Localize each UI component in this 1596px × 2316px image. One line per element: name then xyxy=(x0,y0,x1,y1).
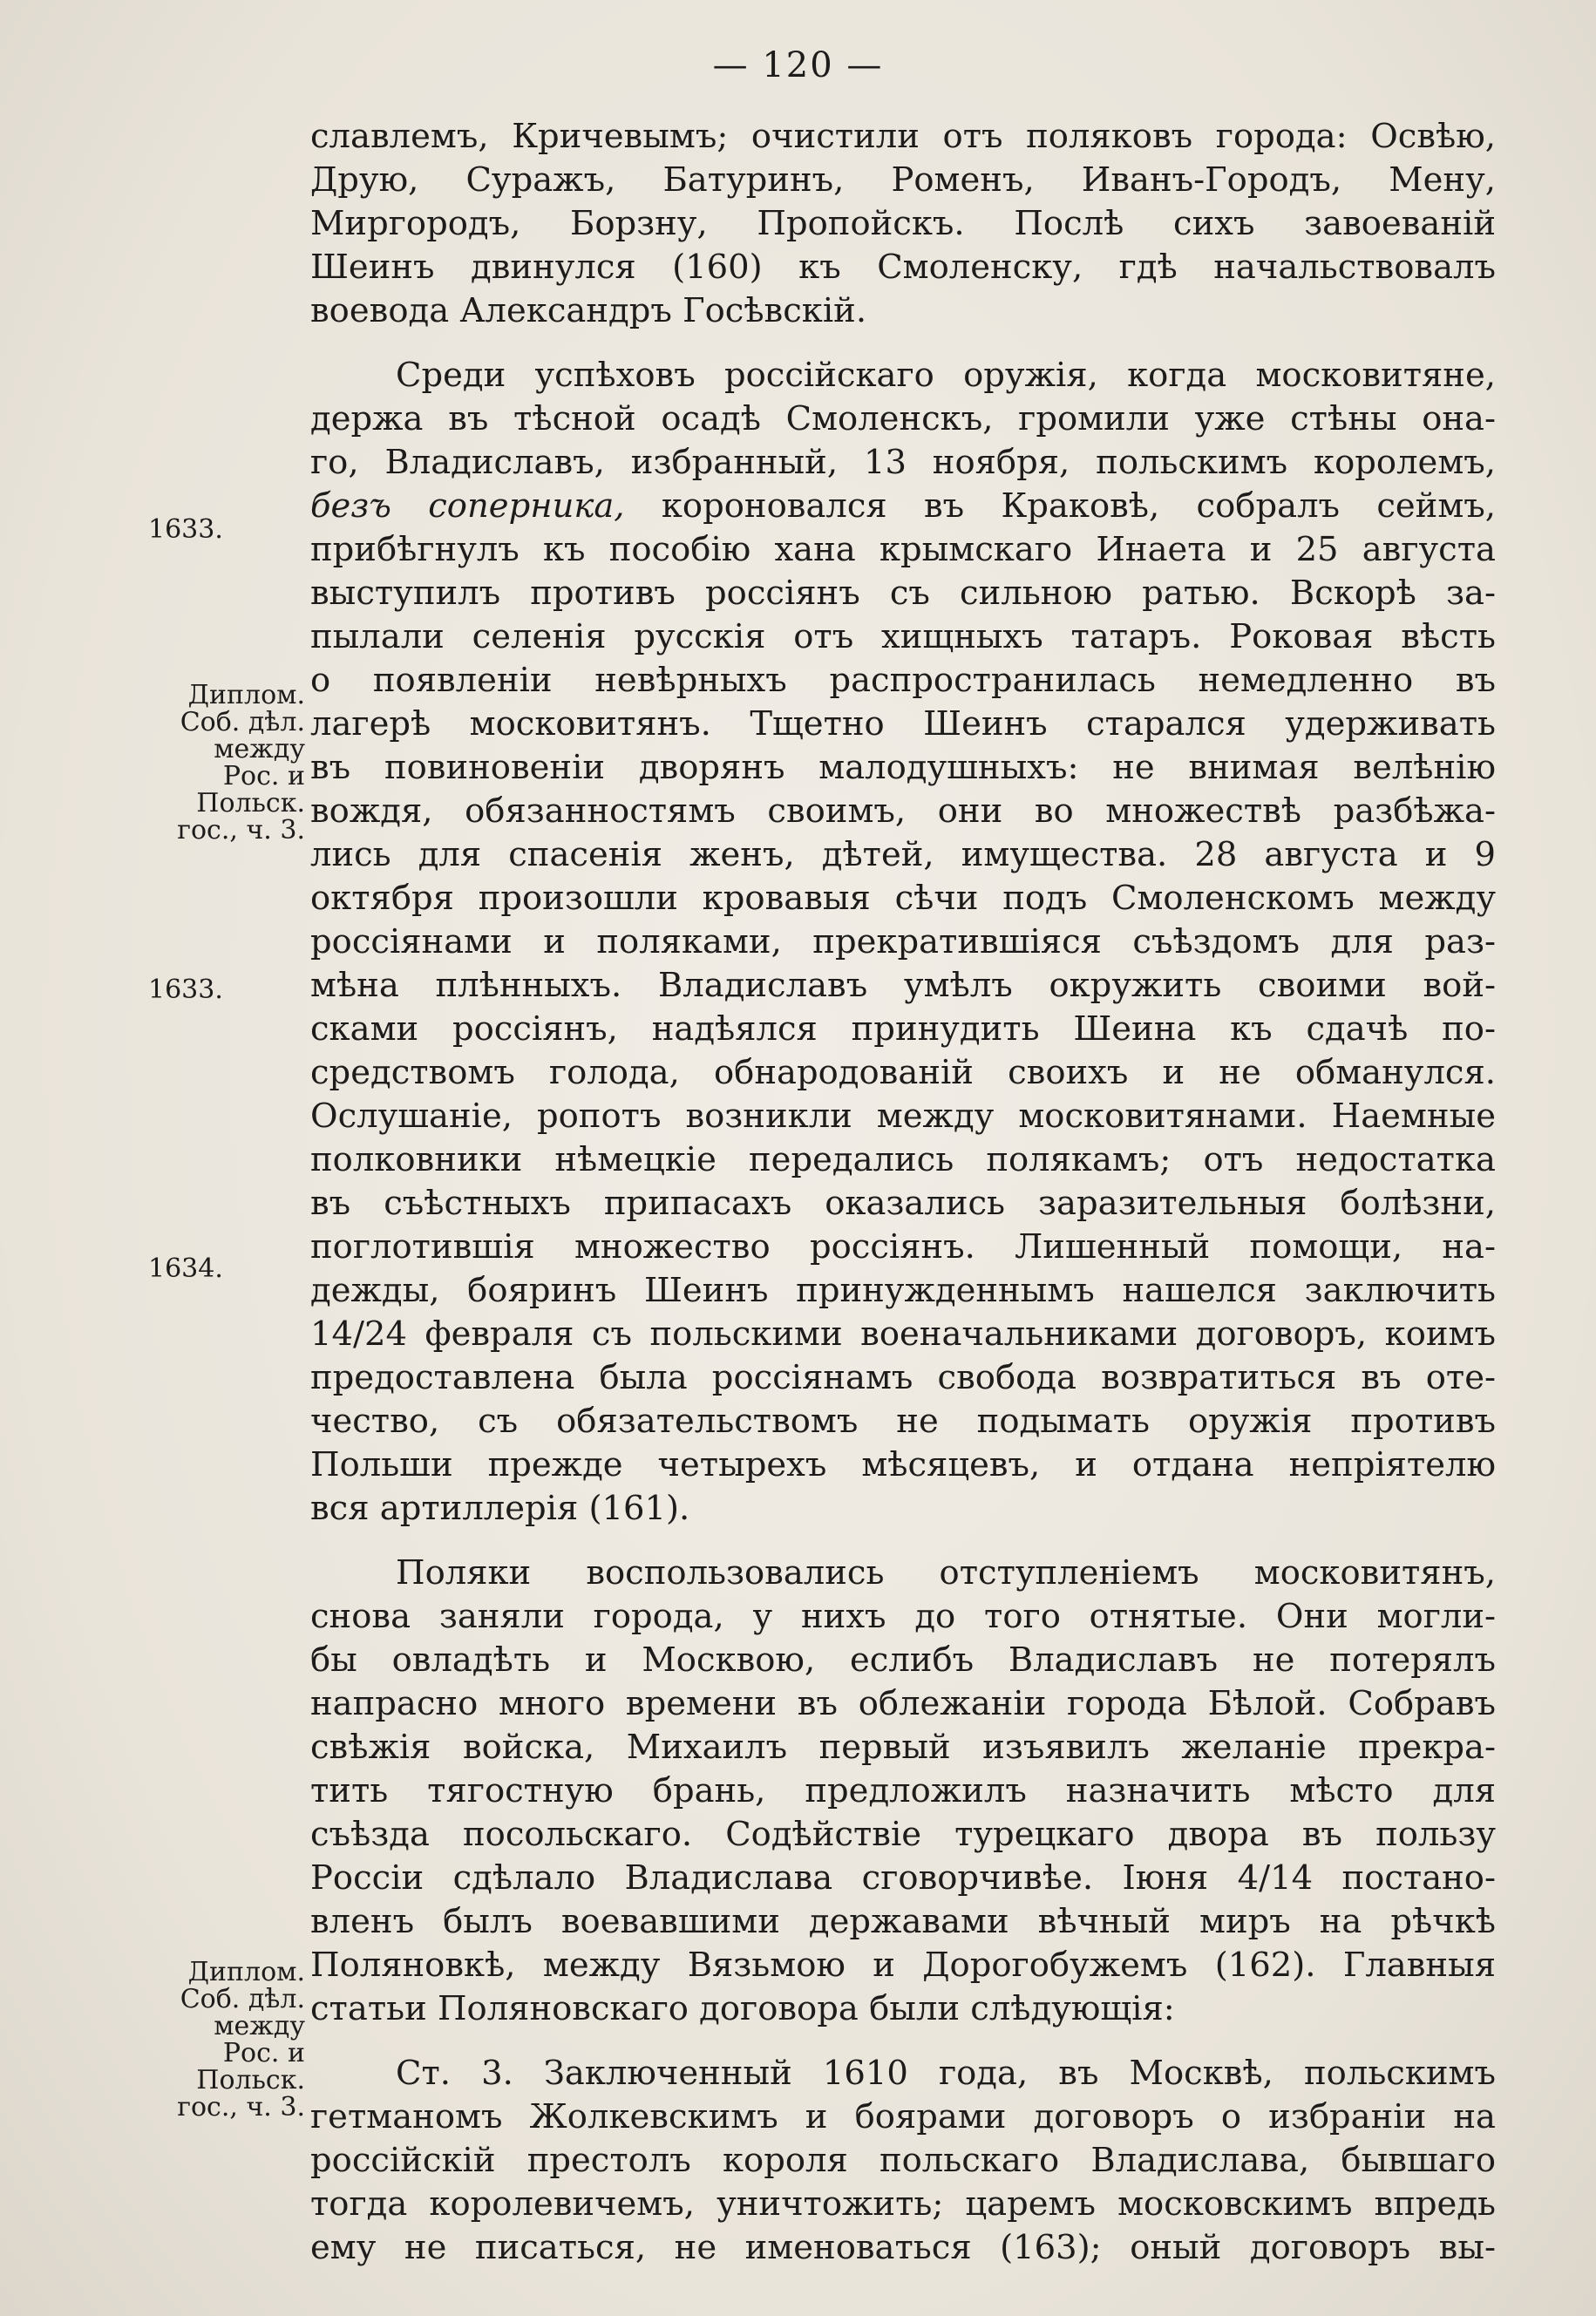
text-line: бы овладѣть и Москвою, еслибъ Владиславъ не потерялъ xyxy=(310,1640,1496,1680)
text-line: вленъ былъ воевавшими державами вѣчный миръ на рѣчкѣ xyxy=(310,1902,1496,1941)
text-line: Миргородъ, Борзну, Пропойскъ. Послѣ сихъ завоеваній xyxy=(310,204,1496,243)
body-text xyxy=(310,115,1496,2291)
text-line: съѣзда посольскаго. Содѣйствіе турецкаго двора въ пользу xyxy=(310,1815,1496,1854)
text-line: вождя, обязанностямъ своимъ, они во множествѣ разбѣжа- xyxy=(310,791,1496,831)
text-line: въ повиновеніи дворянъ малодушныхъ: не внимая велѣнію xyxy=(310,748,1496,787)
text-line: славлемъ, Кричевымъ; очистили отъ поляковъ города: Освѣю, xyxy=(310,117,1496,156)
text-line: го, Владиславъ, избранный, 13 ноября, польскимъ королемъ, xyxy=(310,443,1496,482)
text-line: снова заняли города, у нихъ до того отнятые. Они могли- xyxy=(310,1597,1496,1636)
text-line: Поляки воспользовались отступленіемъ московитянъ, xyxy=(396,1553,1496,1593)
text-line: сками россіянъ, надѣялся принудить Шеина къ сдачѣ по- xyxy=(310,1009,1496,1049)
text-line: предоставлена была россіянамъ свобода возвратиться въ оте- xyxy=(310,1358,1496,1397)
text-line-italic-phrase: безъ соперника, короновался въ Краковѣ, собралъ сеймъ, xyxy=(310,486,1497,526)
margin-note-line: Соб. дѣл. xyxy=(180,1984,305,2014)
margin-note-line: гос., ч. 3. xyxy=(177,815,305,846)
text-line: воевода Александръ Госѣвскій. xyxy=(310,291,867,330)
text-line: Ст. 3. Заключенный 1610 года, въ Москвѣ, польскимъ xyxy=(396,2054,1496,2093)
text-line: гетманомъ Жолкевскимъ и боярами договоръ о избраніи на xyxy=(310,2097,1496,2136)
text-line: дежды, бояринъ Шеинъ принужденнымъ нашелся заключить xyxy=(310,1271,1496,1310)
text-line: тогда королевичемъ, уничтожить; царемъ московскимъ впредь xyxy=(310,2184,1496,2224)
text-line: россіянами и поляками, прекратившіяся съѣздомъ для раз- xyxy=(310,922,1496,961)
text-line: чество, съ обязательствомъ не подымать оружія противъ xyxy=(310,1402,1496,1441)
text-line: Ослушаніе, ропотъ возникли между московитянами. Наемные xyxy=(310,1097,1496,1136)
text-line: россійскій престолъ короля польскаго Владислава, бывшаго xyxy=(310,2141,1496,2180)
text-line: тить тягостную брань, предложилъ назначить мѣсто для xyxy=(310,1771,1496,1810)
paragraph-3 xyxy=(310,1552,1496,2031)
text-line: статьи Поляновскаго договора были слѣдующія: xyxy=(310,1989,1175,2028)
text-line: лагерѣ московитянъ. Тщетно Шеинъ старался удерживать xyxy=(310,704,1496,744)
text-line: лись для спасенія женъ, дѣтей, имущества. 28 августа и 9 xyxy=(310,835,1496,874)
text-line: держа въ тѣсной осадѣ Смоленскъ, громили уже стѣны она- xyxy=(310,399,1496,438)
text-line: поглотившія множество россіянъ. Лишенный помощи, на- xyxy=(310,1227,1496,1267)
text-line: свѣжія войска, Михаилъ первый изъявилъ желаніе прекра- xyxy=(310,1728,1496,1767)
text-line: 14/24 февраля съ польскими военачальниками договоръ, коимъ xyxy=(310,1314,1496,1354)
text-line: октября произошли кровавыя сѣчи подъ Смоленскомъ между xyxy=(310,879,1496,918)
margin-note-line: Рос. и xyxy=(222,2038,305,2068)
margin-note-line: Соб. дѣл. xyxy=(180,707,305,737)
margin-note-line: Польск. xyxy=(196,2065,305,2095)
margin-source-note xyxy=(131,682,305,844)
margin-note-line: Рос. и xyxy=(222,761,305,791)
text-line: Шеинъ двинулся (160) къ Смоленску, гдѣ начальствовалъ xyxy=(310,248,1496,287)
margin-note-line: Польск. xyxy=(196,788,305,818)
margin-year: 1633. xyxy=(148,514,223,545)
margin-source-note xyxy=(131,1959,305,2121)
text-line: Среди успѣховъ россійскаго оружія, когда московитяне, xyxy=(396,356,1496,395)
text-line: въ съѣстныхъ припасахъ оказались заразительныя болѣзни, xyxy=(310,1184,1496,1223)
text-line: Поляновкѣ, между Вязьмою и Дорогобужемъ (162). Главныя xyxy=(310,1946,1496,1985)
text-line: средствомъ голода, обнародованій своихъ и не обманулся. xyxy=(310,1053,1496,1092)
margin-note-line: гос., ч. 3. xyxy=(177,2092,305,2122)
paragraph-2 xyxy=(310,354,1496,1531)
text-line: пылали селенія русскія отъ хищныхъ татаръ. Роковая вѣсть xyxy=(310,617,1496,656)
margin-year: 1633. xyxy=(148,975,223,1005)
text-line: вся артиллерія (161). xyxy=(310,1489,690,1528)
text-line: Друю, Суражъ, Батуринъ, Роменъ, Иванъ-Городъ, Мену, xyxy=(310,160,1496,200)
margin-note-line: Диплом. xyxy=(187,680,305,710)
paragraph-1 xyxy=(310,115,1496,333)
margin-note-line: между xyxy=(214,734,305,764)
text-line: прибѣгнулъ къ пособію хана крымскаго Инаета и 25 августа xyxy=(310,530,1496,569)
margin-year: 1634. xyxy=(148,1253,223,1284)
text-line: ему не писаться, не именоваться (163); оный договоръ вы- xyxy=(310,2228,1496,2267)
text-line: выступилъ противъ россіянъ съ сильною ратью. Вскорѣ за- xyxy=(310,574,1496,613)
page-number: — 120 — xyxy=(712,45,884,85)
text-line: полковники нѣмецкіе передались полякамъ; отъ недостатка xyxy=(310,1140,1496,1179)
margin-note-line: Диплом. xyxy=(187,1957,305,1987)
italic-phrase: безъ соперника, xyxy=(310,486,625,526)
paragraph-4 xyxy=(310,2052,1496,2270)
text-line: Россіи сдѣлало Владислава сговорчивѣе. Іюня 4/14 постано- xyxy=(310,1858,1496,1898)
text-line: напрасно много времени въ облежаніи города Бѣлой. Собравъ xyxy=(310,1684,1496,1723)
text-line: Польши прежде четырехъ мѣсяцевъ, и отдана непріятелю xyxy=(310,1445,1496,1484)
margin-note-line: между xyxy=(214,2011,305,2041)
text-line: мѣна плѣнныхъ. Владиславъ умѣлъ окружить своими вой- xyxy=(310,966,1496,1005)
text-line: о появленіи невѣрныхъ распространилась немедленно въ xyxy=(310,661,1496,700)
